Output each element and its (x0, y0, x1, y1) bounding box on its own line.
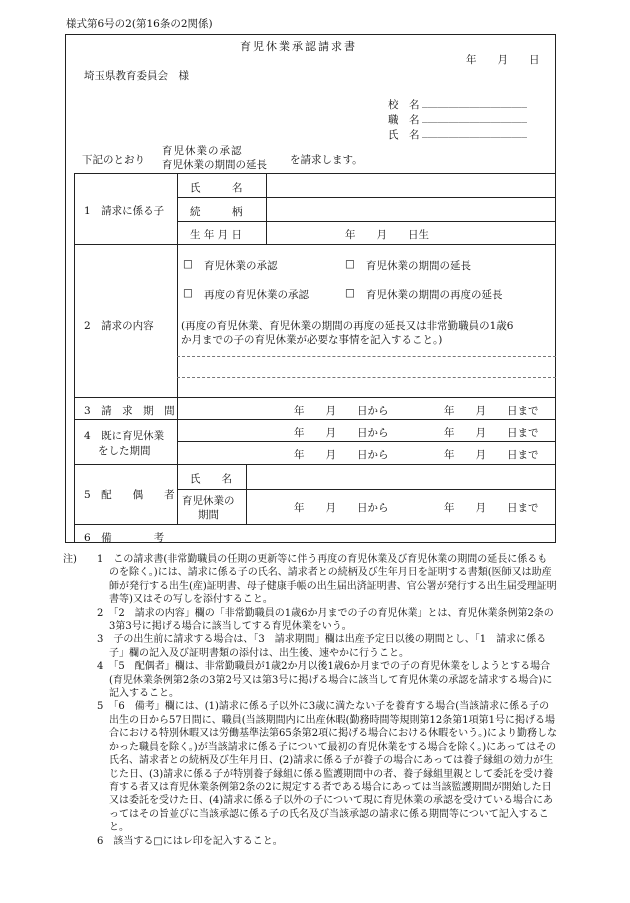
intro-suffix: を請求します。 (290, 154, 363, 166)
position-label: 職 名 (388, 114, 420, 126)
child-dob-field[interactable]: 年 月 日生 (345, 229, 429, 241)
section4-row2-to[interactable]: 年 月 日まで (444, 449, 539, 461)
spouse-leave-label-line1: 育児休業の (182, 495, 235, 507)
section5-label: 5 配 偶 者 (84, 489, 175, 501)
intro-prefix: 下記のとおり (82, 154, 145, 166)
child-name-field[interactable] (272, 176, 552, 194)
form-title: 育児休業承認請求書 (240, 40, 357, 53)
addressee: 埼玉県教育委員会 様 (84, 70, 189, 82)
remarks-field[interactable] (180, 527, 552, 541)
section3-from[interactable]: 年 月 日から (294, 405, 389, 417)
spouse-leave-to[interactable]: 年 月 日まで (444, 502, 539, 514)
form-code: 様式第6号の2(第16条の2関係) (66, 18, 213, 30)
note-item: 5 「6 備考」欄には、(1)請求に係る子以外に3歳に満たない子を養育する場合(当該請求に係る子の出生の日から57日間に、職員(当該期間内に出産休暇(勤務時間等規則第12条第1項第1号に掲げる場合における特別休暇又は労働基準法第65条第2項に掲げる場合における休暇をいう。)により勤務しなかった職員を除く。)が当該請求に係る子について最初の育児休業をする場合を除く。)にあってはその氏名、請求者との続柄及び生年月日、(2)請求に係る子が養子の場合にあっては養子縁組の効力が生じた日、(3)請求に係る子が特別養子縁組に係る監護期間中の者、養子縁組里親として委託を受け養育する者又は育児休業条例第2条の2に規定する者である場合にあっては当該監護期間が開始した日又は委託を受けた日、(4)請求に係る子以外の子について現に育児休業の承認を受けている場合にあってはその旨並びに当該承認に係る子の氏名及び当該承認の請求に係る期間等について記入すること。 (97, 701, 557, 834)
section6-label: 6 備 考 (84, 532, 165, 544)
child-name-label: 氏 名 (190, 182, 243, 194)
section2-label: 2 請求の内容 (84, 320, 154, 332)
section1-label: 1 請求に係る子 (84, 205, 165, 217)
school-label: 校 名 (388, 99, 420, 111)
checkbox-reextension[interactable]: □ (345, 287, 355, 299)
date-line[interactable]: 年 月 日 (466, 54, 540, 66)
checkbox-approval[interactable]: □ (183, 258, 193, 270)
intro-option-approval: 育児休業の承認 (162, 145, 243, 157)
note-item: 1 この請求書(非常勤職員の任期の更新等に伴う再度の育児休業及び育児休業の期間の延長に係るものを除く。)には、請求に係る子の氏名、請求者との続柄及び生年月日を証明する書類(医師又は助産師が発行する出生(産)証明書、母子健康手帳の出生届出済証明書、官公署が発行する出生届受理証明書等)又はその写しを添付すること。 (97, 554, 557, 606)
section4-row1-to[interactable]: 年 月 日まで (444, 427, 539, 439)
option-extension-label: 育児休業の期間の延長 (366, 260, 471, 272)
spouse-name-label: 氏 名 (190, 473, 232, 485)
position-field[interactable]: ____________________ (422, 111, 527, 123)
section2-note-line2: か月までの子の育児休業が必要な事情を記入すること。) (181, 334, 443, 346)
notes (65, 553, 557, 848)
name-label: 氏 名 (388, 129, 420, 141)
option-reextension-label: 育児休業の期間の再度の延長 (366, 289, 503, 301)
notes-prefix: 注) (63, 554, 77, 565)
applicant-name-field[interactable]: ____________________ (422, 126, 527, 138)
option-reapproval-label: 再度の育児休業の承認 (204, 289, 309, 301)
section4-row1-from[interactable]: 年 月 日から (294, 427, 389, 439)
spouse-name-field[interactable] (250, 468, 552, 486)
spouse-leave-label-line2: 期間 (198, 509, 219, 521)
note-item: 2 「2 請求の内容」欄の「非常勤職員の1歳6か月までの子の育児休業」とは、育児休業条例第2条の3第3号に掲げる場合に該当してする育児休業をいう。 (97, 607, 554, 633)
option-approval-label: 育児休業の承認 (204, 260, 278, 272)
note-item: 6 該当する□にはレ印を記入すること。 (97, 835, 283, 847)
checkbox-reapproval[interactable]: □ (183, 287, 193, 299)
spouse-leave-from[interactable]: 年 月 日から (294, 502, 389, 514)
section3-label: 3 請 求 期 間 (84, 405, 175, 417)
child-relation-label: 続 柄 (190, 206, 243, 218)
section3-to[interactable]: 年 月 日まで (444, 405, 539, 417)
section4-row2-from[interactable]: 年 月 日から (294, 449, 389, 461)
section2-reason-field[interactable] (180, 358, 552, 395)
child-relation-field[interactable] (272, 200, 552, 218)
intro-option-extension: 育児休業の期間の延長 (162, 159, 267, 171)
note-item: 4 「5 配偶者」欄は、非常勤職員が1歳2か月以後1歳6か月までの子の育児休業をしようとする場合(育児休業条例第2条の3第2号又は第3号に掲げる場合に該当して育児休業の承認を請求する場合)に記入すること。 (97, 661, 553, 700)
note-item: 3 子の出生前に請求する場合は、「3 請求期間」欄は出産予定日以後の期間とし、「1 請求に係る子」欄の記入及び証明書類の添付は、出生後、速やかに行うこと。 (97, 634, 547, 659)
school-field[interactable]: ____________________ (422, 96, 527, 108)
section2-note-line1: (再度の育児休業、育児休業の期間の再度の延長又は非常勤職員の1歳6 (181, 320, 514, 332)
section4-label-line1: 4 既に育児休業 (84, 430, 165, 442)
section4-label-line2: をした期間 (98, 445, 151, 457)
checkbox-extension[interactable]: □ (345, 258, 355, 270)
child-dob-label: 生 年 月 日 (190, 229, 243, 241)
